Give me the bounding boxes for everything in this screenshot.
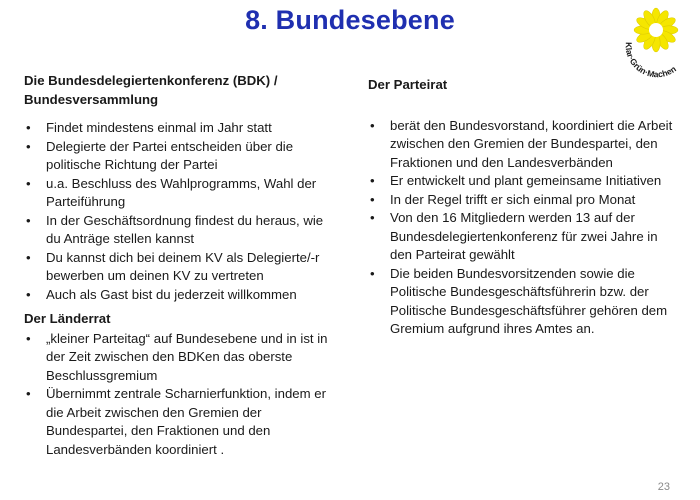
right-column bbox=[368, 76, 678, 339]
svg-text:Klar·Grün·Machen bbox=[624, 42, 678, 79]
parteirat-list bbox=[368, 117, 678, 339]
list-item: • Du kannst dich bei deinem KV als Delegierte/-r bewerben um deinen KV zu vertreten bbox=[24, 249, 334, 286]
list-item: • u.a. Beschluss des Wahlprogramms, Wahl der Parteiführung bbox=[24, 175, 334, 212]
page-number: 23 bbox=[657, 481, 670, 493]
bdk-list bbox=[24, 119, 334, 304]
laenderrat-heading: Der Länderrat bbox=[24, 311, 111, 326]
list-item: • „kleiner Parteitag“ auf Bundesebene und in ist in der Zeit zwischen den BDKen das oberste Beschlussgremium bbox=[24, 330, 334, 386]
list-item: • Findet mindestens einmal im Jahr statt bbox=[24, 119, 334, 138]
list-item: • Die beiden Bundesvorsitzenden sowie die Politische Bundesgeschäftsführerin bzw. der Politische Bundesgeschäftsführer gehören dem Gremium aufgrund ihres Amtes an. bbox=[368, 265, 678, 339]
list-item: • Delegierte der Partei entscheiden über die politische Richtung der Partei bbox=[24, 138, 334, 175]
bdk-heading: Die Bundesdelegiertenkonferenz (BDK) / Bundesversammlung bbox=[24, 73, 278, 107]
list-item: • Auch als Gast bist du jederzeit willkommen bbox=[24, 286, 334, 305]
list-item: • In der Geschäftsordnung findest du heraus, wie du Anträge stellen kannst bbox=[24, 212, 334, 249]
list-item: • Er entwickelt und plant gemeinsame Initiativen bbox=[368, 172, 678, 191]
list-item: • Von den 16 Mitgliedern werden 13 auf der Bundesdelegiertenkonferenz für zwei Jahre in den Parteirat gewählt bbox=[368, 209, 678, 265]
sunflower-icon bbox=[634, 8, 678, 52]
list-item: • Übernimmt zentrale Scharnierfunktion, indem er die Arbeit zwischen den Gremien der Bundespartei, den Fraktionen und den Landesverbänden koordiniert . bbox=[24, 385, 334, 459]
left-column bbox=[24, 72, 334, 459]
page-title: 8. Bundesebene bbox=[245, 5, 455, 35]
laenderrat-list bbox=[24, 330, 334, 460]
parteirat-heading: Der Parteirat bbox=[368, 77, 448, 92]
list-item: • berät den Bundesvorstand, koordiniert die Arbeit zwischen den Gremien der Bundespartei, den Fraktionen und den Landesverbänden bbox=[368, 117, 678, 173]
logo-text: Klar·Grün·Machen bbox=[623, 41, 678, 80]
list-item: • In der Regel trifft er sich einmal pro Monat bbox=[368, 191, 678, 210]
